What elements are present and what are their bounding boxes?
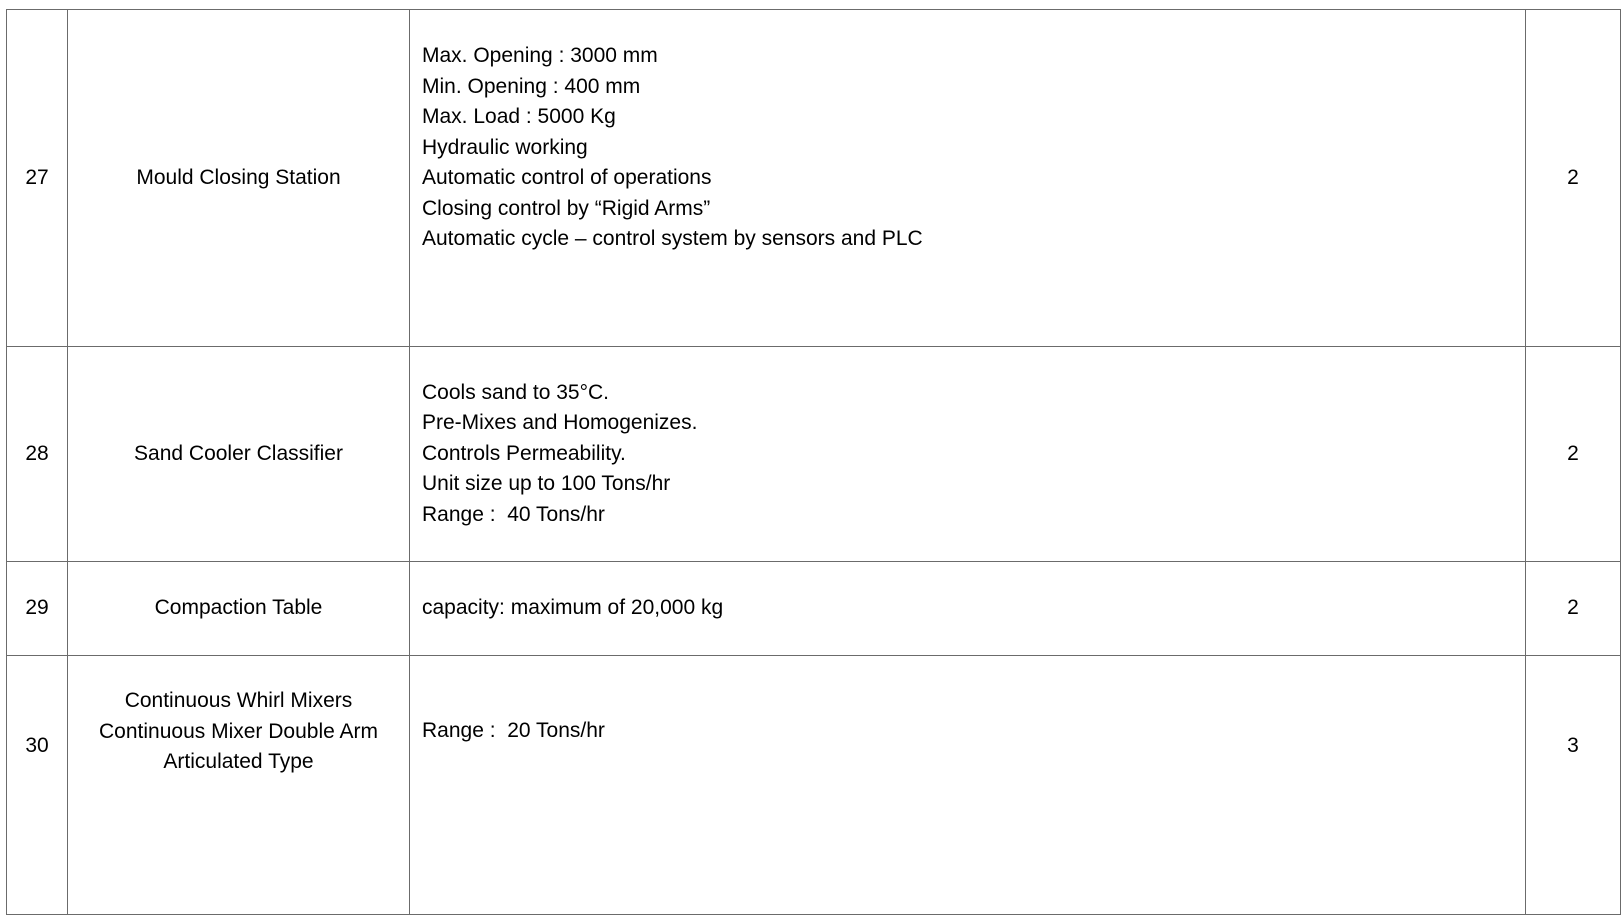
table-row xyxy=(7,347,1621,562)
specification xyxy=(410,10,1526,347)
specification xyxy=(410,347,1526,562)
spec-line: capacity: maximum of 20,000 kg xyxy=(422,596,724,620)
spec-line: Pre-Mixes and Homogenizes. xyxy=(422,411,698,435)
equipment-name xyxy=(68,347,410,562)
quantity: 3 xyxy=(1526,656,1621,915)
equipment-name-line: Mould Closing Station xyxy=(136,165,341,189)
spec-line: Min. Opening : 400 mm xyxy=(422,74,641,98)
item-number: 28 xyxy=(7,347,68,562)
specification xyxy=(410,562,1526,656)
equipment-spec-table xyxy=(6,9,1621,915)
table-row xyxy=(7,562,1621,656)
item-number: 29 xyxy=(7,562,68,656)
spec-line: Range : 20 Tons/hr xyxy=(422,719,605,742)
equipment-name-line: Sand Cooler Classifier xyxy=(134,441,343,465)
item-number: 30 xyxy=(7,656,68,915)
equipment-name-line: Continuous Mixer Double Arm xyxy=(99,719,378,743)
spec-line: Hydraulic working xyxy=(422,135,588,159)
equipment-name-line: Compaction Table xyxy=(154,596,323,620)
spec-line: Range : 40 Tons/hr xyxy=(422,502,605,526)
spec-line: Automatic cycle – control system by sensors and PLC xyxy=(422,227,923,250)
quantity: 2 xyxy=(1526,562,1621,656)
equipment-name xyxy=(68,656,410,915)
specification xyxy=(410,656,1526,915)
spec-line: Automatic control of operations xyxy=(422,166,712,189)
spec-line: Max. Load : 5000 Kg xyxy=(422,105,616,128)
quantity: 2 xyxy=(1526,347,1621,562)
equipment-name-line: Articulated Type xyxy=(163,750,314,773)
equipment-name xyxy=(68,10,410,347)
spec-line: Controls Permeability. xyxy=(422,441,626,465)
spec-line: Max. Opening : 3000 mm xyxy=(422,44,658,67)
equipment-name-line: Continuous Whirl Mixers xyxy=(124,689,353,712)
spec-line: Closing control by “Rigid Arms” xyxy=(422,196,711,220)
table-row xyxy=(7,656,1621,915)
table-row xyxy=(7,10,1621,347)
spec-line: Unit size up to 100 Tons/hr xyxy=(422,472,671,496)
quantity: 2 xyxy=(1526,10,1621,347)
spec-line: Cools sand to 35°C. xyxy=(422,380,610,404)
item-number: 27 xyxy=(7,10,68,347)
equipment-name xyxy=(68,562,410,656)
